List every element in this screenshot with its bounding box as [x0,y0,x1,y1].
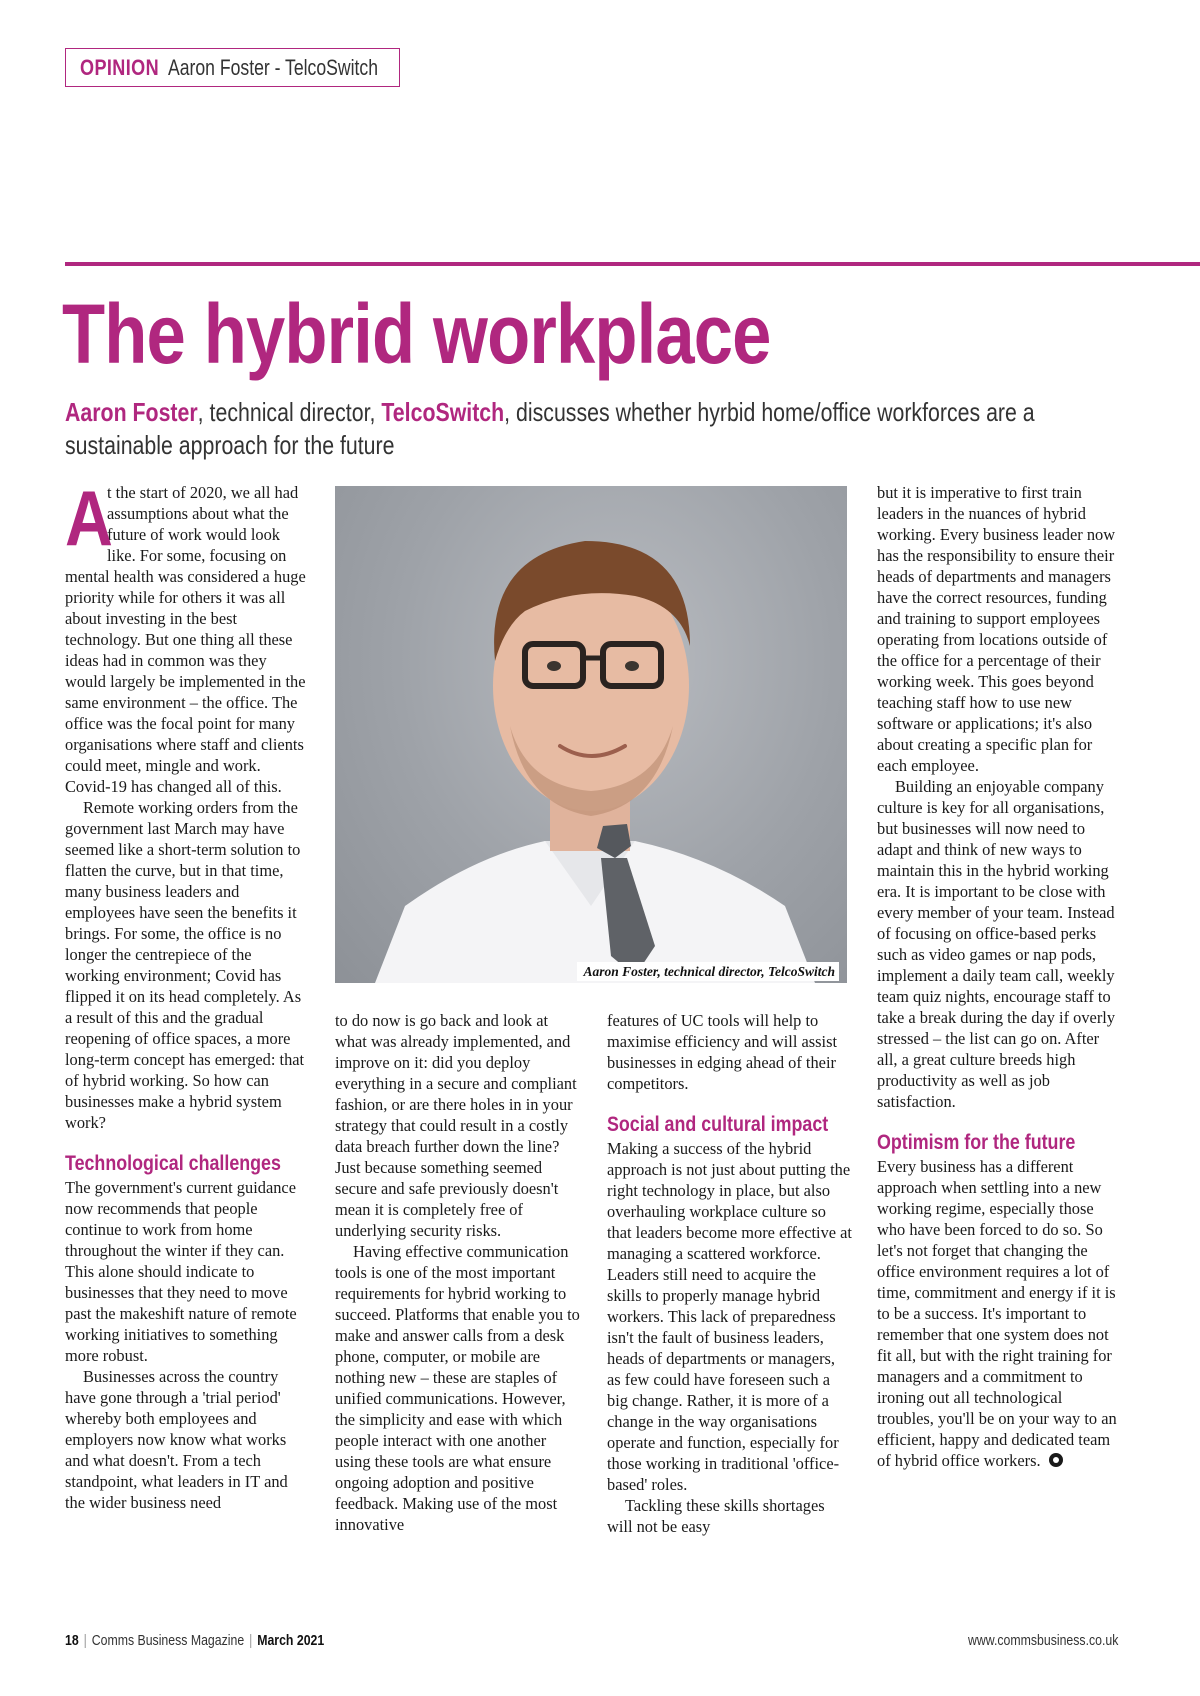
section-tag [65,48,400,87]
article-paragraph: Businesses across the country have gone through a 'trial period' whereby both employees and employers now know what works and what doesn't. From a tech standpoint, what leaders in IT and the wider business need [65,1367,288,1512]
end-of-article-icon [1049,1453,1063,1467]
article-paragraph: Every business has a different approach when settling into a new working regime, especially those who have been forced to do so. So let's not forget that changing the office environment requires a lot of time, commitment and energy if it is to be a success. It's important to remember that one system does not fit all, but with the right training for managers and a commitment to ironing out all technological troubles, you'll be on your way to an efficient, happy and dedicated team of hybrid office workers. [877,1157,1117,1470]
subheading-optimism: Optimism for the future [877,1131,1076,1154]
magazine-name: Comms Business Magazine [91,1632,245,1649]
article-paragraph: Remote working orders from the government last March may have seemed like a short-term solution to flatten the curve, but in that time, many business leaders and employees have seen the benefits it brings. For some, the office is no longer the centrepiece of the working environment; Covid has flipped it on its head completely. As a result of this and the gradual reopening of office spaces, a more long-term concept has emerged: that of hybrid working. So how can businesses make a hybrid system work? [65,798,305,1132]
article-paragraph: Making a success of the hybrid approach is not just about putting the right technology in place, but also overhauling workplace culture so that leaders become more effective at managing a scattered workforce. Leaders still need to acquire the skills to properly manage hybrid workers. This lack of preparedness isn't the fault of business leaders, heads of departments or managers, as few could have foreseen such a big change. Rather, it is more of a change in the way organisations operate and function, especially for those working in traditional 'office-based' roles. [607,1139,852,1494]
footer-url[interactable]: www.commsbusiness.co.uk [967,1632,1118,1649]
author-photo [335,486,847,983]
article-column-4 [877,482,1122,1471]
standfirst-company: TelcoSwitch [381,397,505,427]
standfirst [65,396,1115,462]
article-paragraph: A t the start of 2020, we all had assumptions about what the future of work would look like. For some, focusing on mental health was considered a huge priority while for others it was all about investing in the best technology. But one thing all these ideas had in common was they would largely be implemented in the same environment – the office. The office was the focal point for many organisations where staff and clients could meet, mingle and work. Covid-19 has changed all of this. [65,474,306,796]
article-paragraph: Building an enjoyable company culture is key for all organisations, but businesses will now need to adapt and think of new ways to maintain this in the hybrid working era. It is important to be close with every member of your team. Instead of focusing on office-based perks such as video games or nap pods, implement a daily team call, weekly team quiz nights, encourage staff to take a break during the day if overly stressed – the list can go on. After all, a great culture breeds high productivity as well as job satisfaction. [877,777,1116,1111]
page-number: 18 [65,1632,79,1649]
portrait-photo-icon [335,486,847,983]
article-paragraph: features of UC tools will help to maximise efficiency and will assist businesses in edging ahead of their competitors. [607,1011,838,1093]
article-paragraph: Tackling these skills shortages will not be easy [607,1496,825,1536]
photo-caption: Aaron Foster, technical director, TelcoSwitch [577,962,839,981]
article-column-2 [335,1010,580,1535]
subheading-social: Social and cultural impact [607,1113,829,1136]
drop-cap: A [65,474,113,562]
article-paragraph: to do now is go back and look at what was already implemented, and improve on it: did you deploy everything in a secure and compliant fashion, or are there holes in in your strategy that could result in a costly data breach further down the line? Just because something seemed secure and safe previously doesn't mean it is completely free of underlying security risks. [335,1011,577,1240]
article-paragraph: The government's current guidance now recommends that people continue to work from home throughout the winter if they can. This alone should indicate to businesses that they need to move past the makeshift nature of remote working initiatives to something more robust. [65,1178,297,1365]
footer-folio: 18 | Comms Business Magazine | March 2021 [65,1632,325,1649]
article-paragraph: Having effective communication tools is one of the most important requirements for hybrid working to succeed. Platforms that enable you to make and answer calls from a desk phone, computer, or mobile are nothing new – these are staples of unified communications. However, the simplicity and ease with which people interact with one another using these tools are what ensure ongoing adoption and positive feedback. Making use of the most innovative [335,1242,580,1534]
header-rule [65,262,1200,266]
issue-date: March 2021 [257,1632,325,1649]
page-title: The hybrid workplace [62,287,771,381]
article-column-1 [65,474,310,1513]
standfirst-role: , technical director, [197,397,382,427]
article-paragraph: but it is imperative to first train leaders in the nuances of hybrid working. Every business leader now has the responsibility to ensure their heads of departments and managers have the correct resources, funding and training to support employees operating from locations outside of the office for a percentage of their working week. This goes beyond teaching staff how to use new software or applications; it's also about creating a specific plan for each employee. [877,483,1116,775]
article-column-3 [607,1010,852,1537]
subheading-tech: Technological challenges [65,1152,281,1175]
standfirst-text: , discusses whether hyrbid home/office workforces are a sustainable approach for the future [65,397,1035,460]
standfirst-author: Aaron Foster [65,397,198,427]
section-byline: Aaron Foster - TelcoSwitch [168,54,378,80]
section-label: OPINION [80,54,160,80]
